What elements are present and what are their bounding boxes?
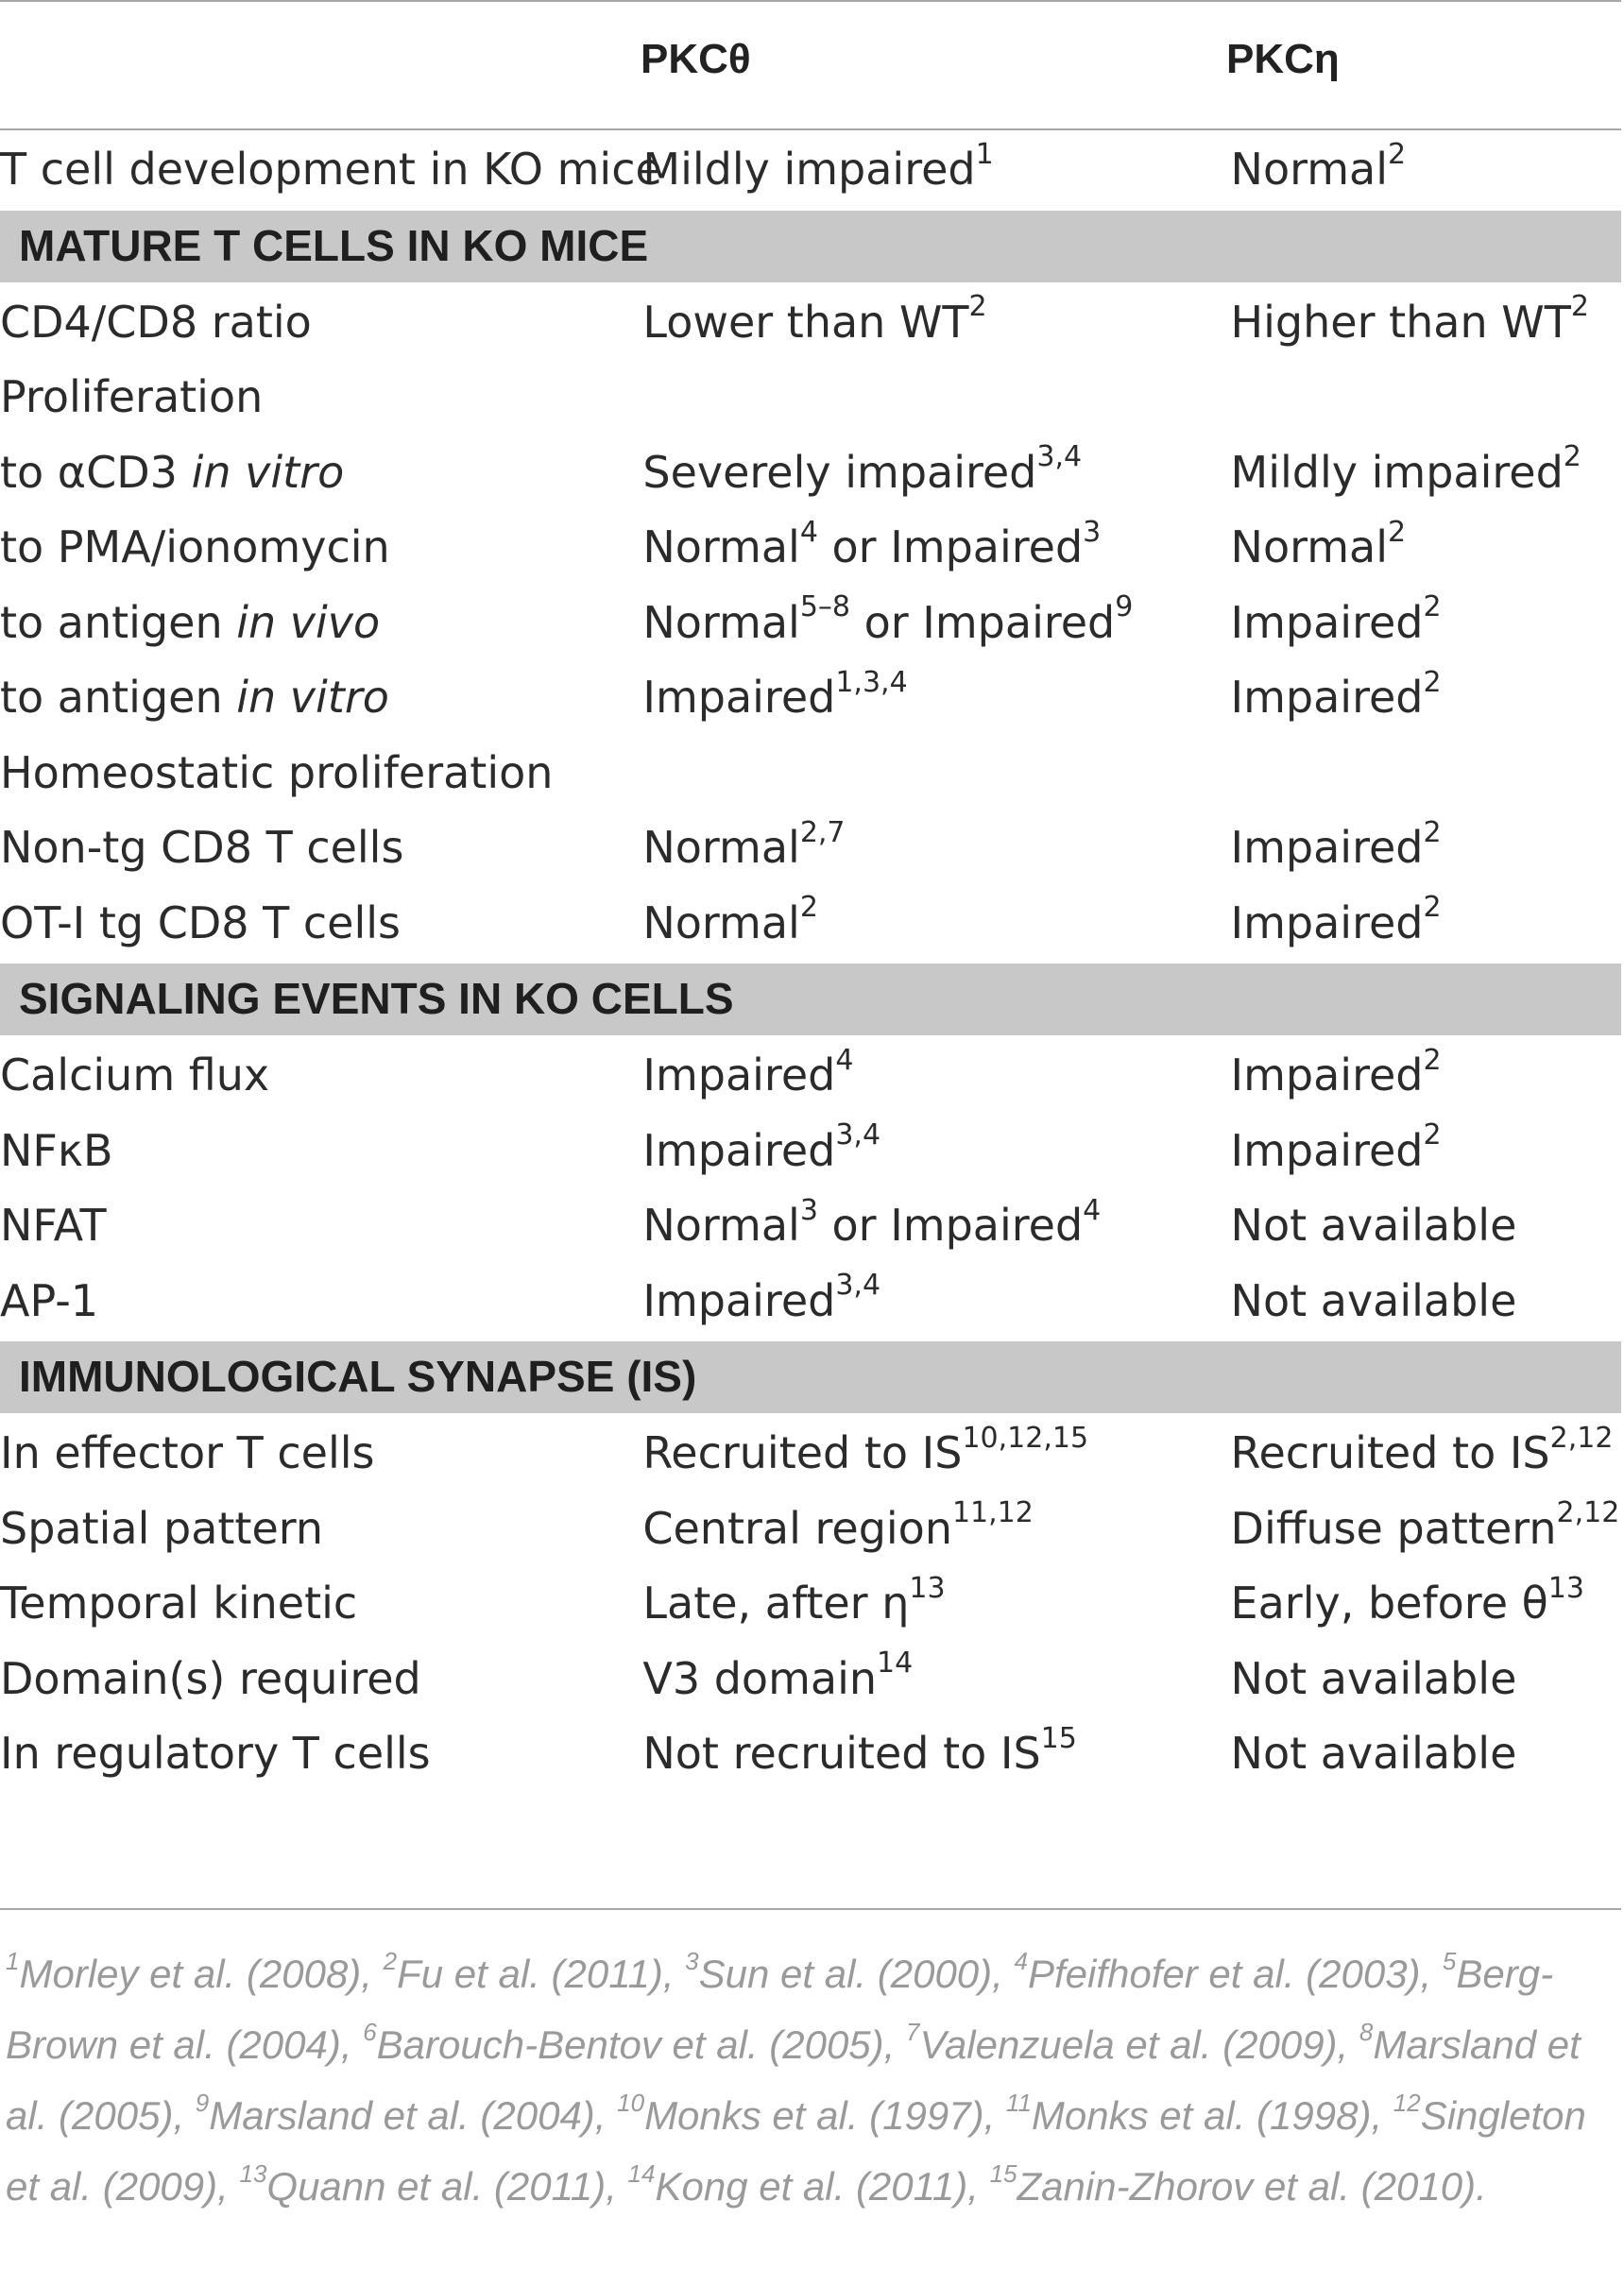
comparison-table [0, 132, 1621, 1792]
cell-text: Impaired [1230, 896, 1424, 948]
footnote-ref: 2 [1570, 290, 1589, 324]
table-row [0, 1264, 1621, 1340]
footnote-ref: 3 [1083, 515, 1102, 549]
footnote-citation: Berg-Brown et al. (2004) [6, 1952, 1554, 2067]
cell-text: Higher than WT [1230, 296, 1571, 348]
table-row [0, 1114, 1621, 1189]
footnote-ref: 2,7 [799, 815, 846, 849]
row-label-cell [0, 1114, 642, 1189]
cell-italic-text: in vitro [236, 672, 389, 723]
pkc-theta-cell [642, 1642, 1230, 1717]
footnote-item [239, 2159, 607, 2209]
pkc-eta-cell [1231, 360, 1621, 435]
table-row [0, 435, 1621, 511]
footnote-ref: 11,12 [951, 1496, 1034, 1530]
footnote-item [383, 1947, 663, 1996]
footnote-ref: 2 [1387, 515, 1407, 549]
column-header-pkc-eta: PKCη [1226, 36, 1340, 82]
cell-text: Mildly impaired [642, 144, 976, 195]
cell-text: Normal [1230, 144, 1388, 195]
bottom-rule [0, 1908, 1621, 1910]
cell-text: Spatial pattern [0, 1502, 324, 1554]
cell-text: Diffuse pattern [1230, 1502, 1557, 1554]
footnote-ref: 1 [975, 137, 994, 171]
cell-text: T cell development in KO mice [0, 144, 662, 195]
footnote-ref: 3,4 [835, 1269, 881, 1303]
table-row [0, 1188, 1621, 1264]
pkc-theta-cell [642, 1264, 1230, 1340]
footnote-citation: Quann et al. (2011) [266, 2164, 607, 2209]
cell-text: Recruited to IS [642, 1427, 963, 1478]
footnote-ref: 4 [835, 1043, 854, 1077]
row-label-cell [0, 886, 642, 963]
pkc-theta-cell [642, 1188, 1230, 1264]
cell-text: Not available [1230, 1200, 1517, 1251]
footnote-ref: 15 [1040, 1721, 1077, 1755]
footnote-number: 9 [195, 2089, 210, 2117]
row-label-cell [0, 586, 642, 661]
cell-text: Severely impaired [642, 446, 1037, 498]
footnote-number: 6 [363, 2018, 377, 2046]
footnote-number: 14 [627, 2159, 656, 2188]
footnote-ref: 2 [1423, 590, 1442, 624]
row-label-cell [0, 660, 642, 736]
pkc-theta-cell [642, 1566, 1230, 1642]
footnote-item [685, 1947, 993, 1996]
table-row [0, 1415, 1621, 1492]
footnote-item [1005, 2089, 1372, 2138]
pkc-eta-cell [1231, 1037, 1621, 1114]
pkc-eta-cell [1231, 510, 1621, 586]
table-body [0, 132, 1621, 1792]
footnote-item [195, 2089, 595, 2138]
pkc-eta-cell [1231, 283, 1621, 360]
footnote-ref: 2 [1423, 1118, 1442, 1152]
footnote-number: 7 [906, 2018, 920, 2046]
cell-italic-text: in vitro [191, 446, 345, 498]
pkc-theta-cell [642, 1492, 1230, 1567]
cell-text: Normal [1230, 521, 1388, 572]
table-row [0, 1566, 1621, 1642]
footnote-ref: 2 [1387, 137, 1407, 171]
pkc-theta-cell [642, 1114, 1230, 1189]
cell-text: Impaired [642, 1274, 836, 1326]
footnote-item [6, 1947, 362, 1996]
row-label-cell [0, 360, 642, 435]
row-label-cell [0, 1716, 642, 1792]
footnote-ref: 2 [1563, 440, 1581, 474]
pkc-eta-cell [1231, 1642, 1621, 1717]
row-label-cell [0, 810, 642, 886]
footnote-citation: Sun et al. (2000) [698, 1952, 993, 1996]
footnote-ref: 3 [799, 1193, 818, 1227]
section-label: IMMUNOLOGICAL SYNAPSE (IS) [0, 1340, 1621, 1415]
cell-text: or Impaired [817, 1200, 1084, 1251]
column-header-pkc-theta: PKCθ [641, 36, 751, 82]
footnote-number: 13 [239, 2159, 267, 2188]
section-row [0, 1340, 1621, 1415]
footnote-ref: 1,3,4 [835, 665, 908, 699]
cell-text: Lower than WT [642, 296, 969, 348]
cell-text: to antigen [0, 596, 237, 648]
footnote-ref: 2,12 [1556, 1496, 1620, 1530]
footnote-ref: 2 [968, 290, 987, 324]
footnote-ref: 2 [1423, 1043, 1442, 1077]
cell-text: Impaired [1230, 1124, 1424, 1176]
footnote-ref: 2,12 [1549, 1421, 1614, 1455]
pkc-theta-cell [642, 660, 1230, 736]
row-label-cell [0, 1492, 642, 1567]
cell-text: Normal [642, 896, 800, 948]
footnote-number: 12 [1393, 2089, 1421, 2117]
cell-text: Normal [642, 1200, 800, 1251]
row-label-cell [0, 1264, 642, 1340]
footnote-ref: 2 [1423, 815, 1442, 849]
table-row [0, 886, 1621, 963]
pkc-theta-cell [642, 810, 1230, 886]
top-rule [0, 0, 1621, 2]
pkc-theta-cell [642, 736, 1230, 811]
footnote-citation: Monks et al. (1998) [1031, 2093, 1372, 2138]
footnote-ref: 3,4 [1036, 440, 1083, 474]
cell-text: Non-tg CD8 T cells [0, 822, 404, 873]
cell-text: Impaired [642, 672, 836, 723]
pkc-theta-cell [642, 1037, 1230, 1114]
footnote-number: 5 [1442, 1947, 1457, 1975]
pkc-eta-cell [1231, 810, 1621, 886]
cell-text: Temporal kinetic [0, 1578, 358, 1629]
footnote-item [1014, 1947, 1421, 1996]
cell-text: Recruited to IS [1230, 1427, 1550, 1478]
row-label-cell [0, 1566, 642, 1642]
cell-text: Impaired [1230, 1049, 1424, 1100]
pkc-eta-cell [1231, 886, 1621, 963]
table-row [0, 1492, 1621, 1567]
footnote-number: 2 [383, 1947, 398, 1975]
footnote-ref: 2 [1423, 891, 1442, 925]
pkc-theta-cell [642, 586, 1230, 661]
cell-text: Impaired [642, 1124, 836, 1176]
footnote-ref: 3,4 [835, 1118, 881, 1152]
pkc-theta-cell [642, 283, 1230, 360]
footnote-ref: 13 [1547, 1571, 1584, 1605]
footnote-number: 11 [1005, 2089, 1032, 2117]
cell-text: Not recruited to IS [642, 1728, 1041, 1779]
row-label-cell [0, 1642, 642, 1717]
table-row [0, 283, 1621, 360]
table-row [0, 1642, 1621, 1717]
table-row [0, 586, 1621, 661]
cell-text: Proliferation [0, 371, 264, 422]
pkc-theta-cell [642, 1716, 1230, 1792]
pkc-eta-cell [1231, 1716, 1621, 1792]
row-label-cell [0, 1415, 642, 1492]
pkc-eta-cell [1231, 1566, 1621, 1642]
cell-text: Impaired [1230, 672, 1424, 723]
table-row [0, 660, 1621, 736]
section-label: MATURE T CELLS IN KO MICE [0, 209, 1621, 283]
cell-text: or Impaired [817, 521, 1084, 572]
cell-text: Impaired [1230, 822, 1424, 873]
row-label-cell [0, 1037, 642, 1114]
cell-text: Central region [642, 1502, 952, 1554]
cell-text: AP-1 [0, 1274, 99, 1326]
table-row [0, 132, 1621, 209]
cell-text: Impaired [1230, 596, 1424, 648]
cell-text: Late, after η [642, 1578, 910, 1629]
footnote-ref: 14 [877, 1646, 914, 1680]
footnote-item [617, 2089, 984, 2138]
cell-text: Early, before θ [1230, 1578, 1548, 1629]
footnote-ref: 2 [799, 891, 818, 925]
footnote-ref: 10,12,15 [962, 1421, 1089, 1455]
pkc-theta-cell [642, 510, 1230, 586]
footnote-citation: Valenzuela et al. (2009) [919, 2022, 1338, 2067]
cell-text: Not available [1230, 1652, 1517, 1704]
row-label-cell [0, 283, 642, 360]
cell-text: V3 domain [642, 1652, 878, 1704]
cell-text: to PMA/ionomycin [0, 521, 390, 572]
footnote-ref: 2 [1423, 665, 1442, 699]
table-row [0, 360, 1621, 435]
section-row [0, 963, 1621, 1037]
cell-text: Mildly impaired [1230, 446, 1564, 498]
cell-text: to αCD3 [0, 446, 192, 498]
cell-text: Not available [1230, 1274, 1517, 1326]
footnote-number: 4 [1014, 1947, 1028, 1975]
footnote-ref: 13 [909, 1571, 946, 1605]
cell-text: Homeostatic proliferation [0, 746, 554, 798]
section-row [0, 209, 1621, 283]
footnote-citation: Zanin-Zhorov et al. (2010) [1017, 2164, 1477, 2209]
footnote-number: 15 [989, 2159, 1017, 2188]
footnote-ref: 5–8 [799, 590, 850, 624]
cell-text: OT-I tg CD8 T cells [0, 896, 401, 948]
footnote-citation: Barouch-Bentov et al. (2005) [376, 2022, 884, 2067]
footnote-ref: 4 [799, 515, 818, 549]
pkc-eta-cell [1231, 1188, 1621, 1264]
footnote-number: 1 [6, 1947, 20, 1975]
row-label-cell [0, 510, 642, 586]
pkc-theta-cell [642, 886, 1230, 963]
cell-text: Normal [642, 822, 800, 873]
pkc-eta-cell [1231, 1114, 1621, 1189]
pkc-eta-cell [1231, 1492, 1621, 1567]
cell-text: Impaired [642, 1049, 836, 1100]
footnote-item [363, 2018, 884, 2067]
pkc-eta-cell [1231, 736, 1621, 811]
footnote-number: 8 [1359, 2018, 1374, 2046]
table-row [0, 736, 1621, 811]
footnote-number: 10 [617, 2089, 645, 2117]
row-label-cell [0, 435, 642, 511]
cell-text: Domain(s) required [0, 1652, 421, 1704]
pkc-theta-cell [642, 132, 1230, 209]
pkc-eta-cell [1231, 1264, 1621, 1340]
row-label-cell [0, 132, 662, 209]
pkc-theta-cell [642, 1415, 1230, 1492]
table-row [0, 810, 1621, 886]
cell-text: CD4/CD8 ratio [0, 296, 312, 348]
cell-text: Calcium flux [0, 1049, 270, 1100]
cell-text: or Impaired [850, 596, 1116, 648]
section-label: SIGNALING EVENTS IN KO CELLS [0, 963, 1621, 1037]
pkc-eta-cell [1231, 132, 1621, 209]
pkc-eta-cell [1231, 435, 1621, 511]
pkc-theta-cell [642, 360, 1230, 435]
footnote-item [627, 2159, 968, 2209]
cell-text: Normal [642, 596, 800, 648]
footnote-ref: 9 [1115, 590, 1134, 624]
footnotes: $^1$Morley et al. (2008), $^2$Fu et al. (2011), $^3$Sun et al. (2000), $^4$Pfeifhofer et al. (2003), $^5$Berg-Brown et al. (2004), $^6$Barouch-Bentov et al. (2005), $^7$Valenzuela et al. (2009), $^8$Marsland et al. (2005), $^9$Marsland et al. (2004), $^{10}$Monks et al. (1997), $^{11}$Monks et al. (1998), $^{12}$Singleton et al. (2009), $^{13}$Quann et al. (2011), $^{14}$Kong et al. (2011), $^{15}$Zanin-Zhorov et al. (2010). [6, 1947, 1586, 2209]
footnote-citation: Fu et al. (2011) [397, 1952, 663, 1996]
pkc-eta-cell [1231, 1415, 1621, 1492]
cell-text: to antigen [0, 672, 237, 723]
table-row [0, 510, 1621, 586]
cell-text: In regulatory T cells [0, 1728, 431, 1779]
pkc-eta-cell [1231, 660, 1621, 736]
footnote-item [906, 2018, 1338, 2067]
footnote-citation: Kong et al. (2011) [655, 2164, 968, 2209]
cell-text: NFκB [0, 1124, 113, 1176]
cell-italic-text: in vivo [236, 596, 381, 648]
cell-text: NFAT [0, 1200, 107, 1251]
footnote-citation: Monks et al. (1997) [644, 2093, 984, 2138]
footnote-item [989, 2159, 1477, 2209]
footnote-citation: Marsland et al. (2004) [209, 2093, 595, 2138]
footnote-citation: Pfeifhofer et al. (2003) [1027, 1952, 1421, 1996]
cell-text: Not available [1230, 1728, 1517, 1779]
row-label-cell [0, 736, 642, 811]
footnote-citation: Singleton et al. (2009) [6, 2093, 1586, 2209]
footnote-ref: 4 [1083, 1193, 1102, 1227]
header-rule [0, 128, 1621, 130]
footnote-citation: Marsland et al. (2005) [6, 2022, 1581, 2138]
table-row [0, 1716, 1621, 1792]
pkc-eta-cell [1231, 586, 1621, 661]
cell-text: In effector T cells [0, 1427, 375, 1478]
pkc-theta-cell [642, 435, 1230, 511]
row-label-cell [0, 1188, 642, 1264]
cell-text: Normal [642, 521, 800, 572]
table-row [0, 1037, 1621, 1114]
footnote-number: 3 [685, 1947, 699, 1975]
footnote-citation: Morley et al. (2008) [19, 1952, 362, 1996]
